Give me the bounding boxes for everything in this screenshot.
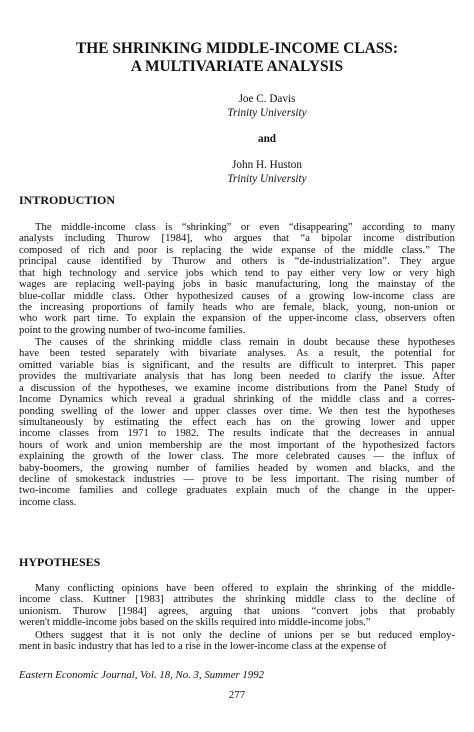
paper-title-line-1: THE SHRINKING MIDDLE-INCOME CLASS: — [76, 40, 398, 57]
text-line: income class. — [19, 496, 77, 508]
text-line: ment in basic industry that has led to a rise in the lower-income class at the expense of — [19, 641, 387, 653]
text-line: The middle-income class is “shrinking” or even “disappearing” according to many — [35, 222, 455, 233]
text-line: weren't middle-income jobs based on the skills required into middle-income jobs.” — [19, 617, 371, 629]
text-line: the increasing proportions of family heads who are female, black, young, non-union or — [19, 301, 455, 313]
text-line: baby-boomers, the growing number of families headed by women and blacks, and the — [19, 462, 455, 474]
hypotheses-heading: HYPOTHESES — [19, 555, 101, 569]
author-2-name: John H. Huston — [232, 159, 302, 171]
author-1-name: Joe C. Davis — [238, 93, 296, 105]
introduction-paragraph-1 — [19, 222, 455, 336]
introduction-paragraph-2 — [19, 337, 455, 508]
journal-citation: Eastern Economic Journal, Vol. 18, No. 3, Summer 1992 — [19, 669, 265, 681]
text-line: explaining the growth of the lower class. The more celebrated causes — the influx of — [19, 451, 455, 463]
text-line: The causes of the shrinking middle class remain in doubt because these hypotheses — [35, 337, 455, 348]
text-line: income class. Kuttner [1983] attributes the shrinking middle class to the decline of — [19, 594, 455, 606]
text-line: hours of work and union membership are the most important of the hypothesized factors — [19, 439, 455, 451]
text-line: simultaneously by estimating the effect each has on the growing lower and upper — [19, 416, 455, 428]
text-line: principal cause identified by Thurow and others is “de-industrialization”. They argue — [19, 256, 455, 268]
text-line: provides the multivariate analysis that has long been needed to clarify the issue. After — [19, 371, 455, 383]
text-line: omitted variable bias is significant, and the results are difficult to interpret. This paper — [19, 359, 455, 371]
author-1-affiliation: Trinity University — [227, 107, 307, 119]
author-conjunction: and — [257, 133, 277, 145]
text-line: unionism. Thurow [1984] agrees, arguing that unions “convert jobs that probably — [19, 605, 455, 617]
text-line: two-income families and college graduates explain much of the change in the upper- — [19, 485, 455, 497]
text-line: Income Dynamics which reveal a gradual shrinking of the middle class and a corres- — [19, 394, 455, 406]
introduction-heading: INTRODUCTION — [19, 193, 116, 207]
text-line: blue-collar middle class. Other hypothesized causes of a growing low-income class are — [19, 290, 455, 302]
paper-title-line-2: A MULTIVARIATE ANALYSIS — [130, 58, 344, 75]
text-line: point to the growing number of two-income families. — [19, 324, 246, 336]
text-line: analysts including Thurow [1984], who argues that “a bipolar income distribution — [19, 233, 455, 245]
text-line: have been tested separately with bivariate analyses. As a result, the potential for — [19, 348, 455, 360]
author-2-affiliation: Trinity University — [227, 173, 307, 185]
text-line: composed of rich and poor is replacing the wide expanse of the middle class.” The — [19, 244, 455, 256]
text-line: Others suggest that it is not only the decline of unions per se but reduced employ- — [35, 630, 455, 641]
text-line: that high technology and service jobs which tend to pay either very low or very high — [19, 267, 455, 279]
text-line: ponding swelling of the lower and upper classes over time. We then test the hypotheses — [19, 405, 455, 417]
text-line: decline of smokestack industries — prove to be less important. The rising number of — [19, 474, 455, 486]
text-line: who work part time. To explain the expansion of the upper-income class, observers often — [19, 313, 455, 325]
text-line: income classes from 1971 to 1982. The results indicate that the decreases in annual — [19, 428, 455, 440]
text-line: wages are replacing well-paying jobs in basic manufacturing, long the mainstay of the — [19, 279, 455, 291]
hypotheses-paragraph-2 — [19, 630, 455, 653]
hypotheses-paragraph-1 — [19, 583, 455, 629]
text-line: Many conflicting opinions have been offered to explain the shrinking of the middle- — [35, 583, 455, 594]
page-number: 277 — [228, 689, 246, 701]
text-line: a discussion of the hypotheses, we examine income distributions from the Panel Study of — [19, 382, 455, 394]
